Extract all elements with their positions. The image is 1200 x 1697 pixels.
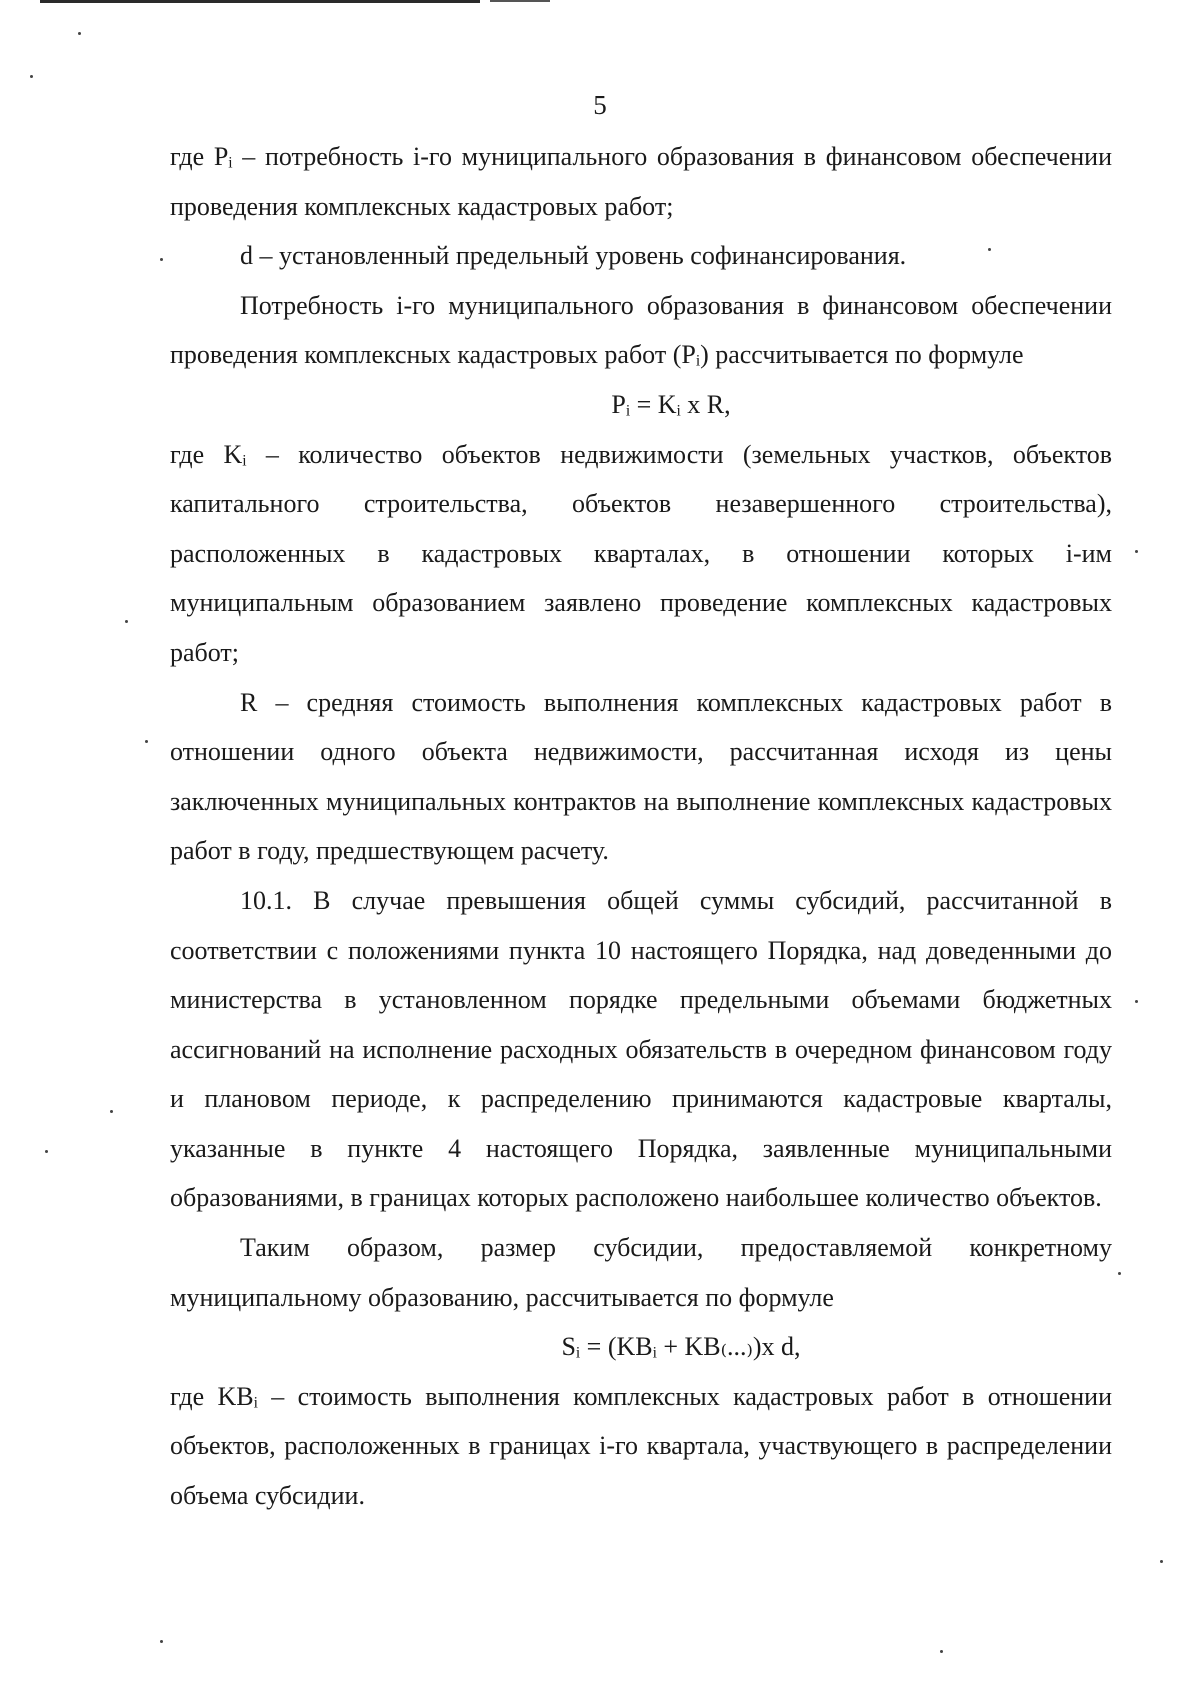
scan-edge-mark (490, 0, 550, 2)
scan-speck (125, 620, 128, 623)
scan-speck (940, 1650, 943, 1653)
paragraph-r-definition: R – средняя стоимость выполнения комплексных кадастровых работ в отношении одного объекта недвижимости, рассчитанная исходя из цены заключенных муниципальных контрактов на выполнение комплексных кадастровых работ в году, предшествующем расчету. (170, 687, 1112, 866)
paragraph-ki-definition: где Kᵢ – количество объектов недвижимости (земельных участков, объектов капитального строительства, объектов незавершенного строительства), расположенных в кадастровых кварталах, в отношении которых i-им муниципальным образованием заявлено проведение комплексных кадастровых работ; (170, 439, 1112, 667)
scan-speck (1135, 550, 1138, 553)
paragraph-need-intro: Потребность i-го муниципального образования в финансовом обеспечении проведения комплексных кадастровых работ (Pᵢ) рассчитывается по формуле (170, 290, 1112, 370)
scan-speck (1118, 1272, 1121, 1275)
scan-speck (45, 1150, 48, 1153)
paragraph-pi-definition: где Pᵢ – потребность i-го муниципального образования в финансовом обеспечении проведения комплексных кадастровых работ; (170, 142, 1112, 221)
scan-edge-mark (40, 0, 480, 3)
scan-speck (160, 258, 163, 261)
paragraph-10-1: 10.1. В случае превышения общей суммы субсидий, рассчитанной в соответствии с положениями пункта 10 настоящего Порядка, над доведенными до министерства в установленном порядке предельными объемами бюджетных ассигнований на исполнение расходных обязательств в очередном финансовом году и плановом периоде, к распределению принимаются кадастровые кварталы, указанные в пункте 4 настоящего Порядка, заявленные муниципальными образованиями, в границах которых расположено наибольшее количество объектов. (170, 885, 1112, 1213)
scan-speck (1135, 1000, 1138, 1003)
scan-speck (1160, 1560, 1163, 1563)
paragraph-kbi-definition: где KBᵢ – стоимость выполнения комплексных кадастровых работ в отношении объектов, расположенных в границах i-го квартала, участвующего в распределении объема субсидии. (170, 1381, 1112, 1511)
scan-speck (110, 1110, 113, 1113)
scan-speck (988, 248, 991, 251)
page-number: 5 (593, 90, 607, 120)
formula-pi: Pᵢ = Kᵢ x R, (611, 389, 731, 419)
scan-speck (160, 1640, 163, 1643)
scan-speck (30, 75, 33, 78)
scan-speck (145, 740, 148, 743)
formula-si: Sᵢ = (KBᵢ + KB₍...₎)x d, (561, 1332, 801, 1362)
paragraph-d-definition: d – установленный предельный уровень софинансирования. (240, 241, 907, 271)
scan-speck (78, 32, 81, 35)
document-body (170, 132, 1112, 1521)
paragraph-subsidy-intro: Таким образом, размер субсидии, предоставляемой конкретному муниципальному образованию, рассчитывается по формуле (170, 1233, 1112, 1312)
